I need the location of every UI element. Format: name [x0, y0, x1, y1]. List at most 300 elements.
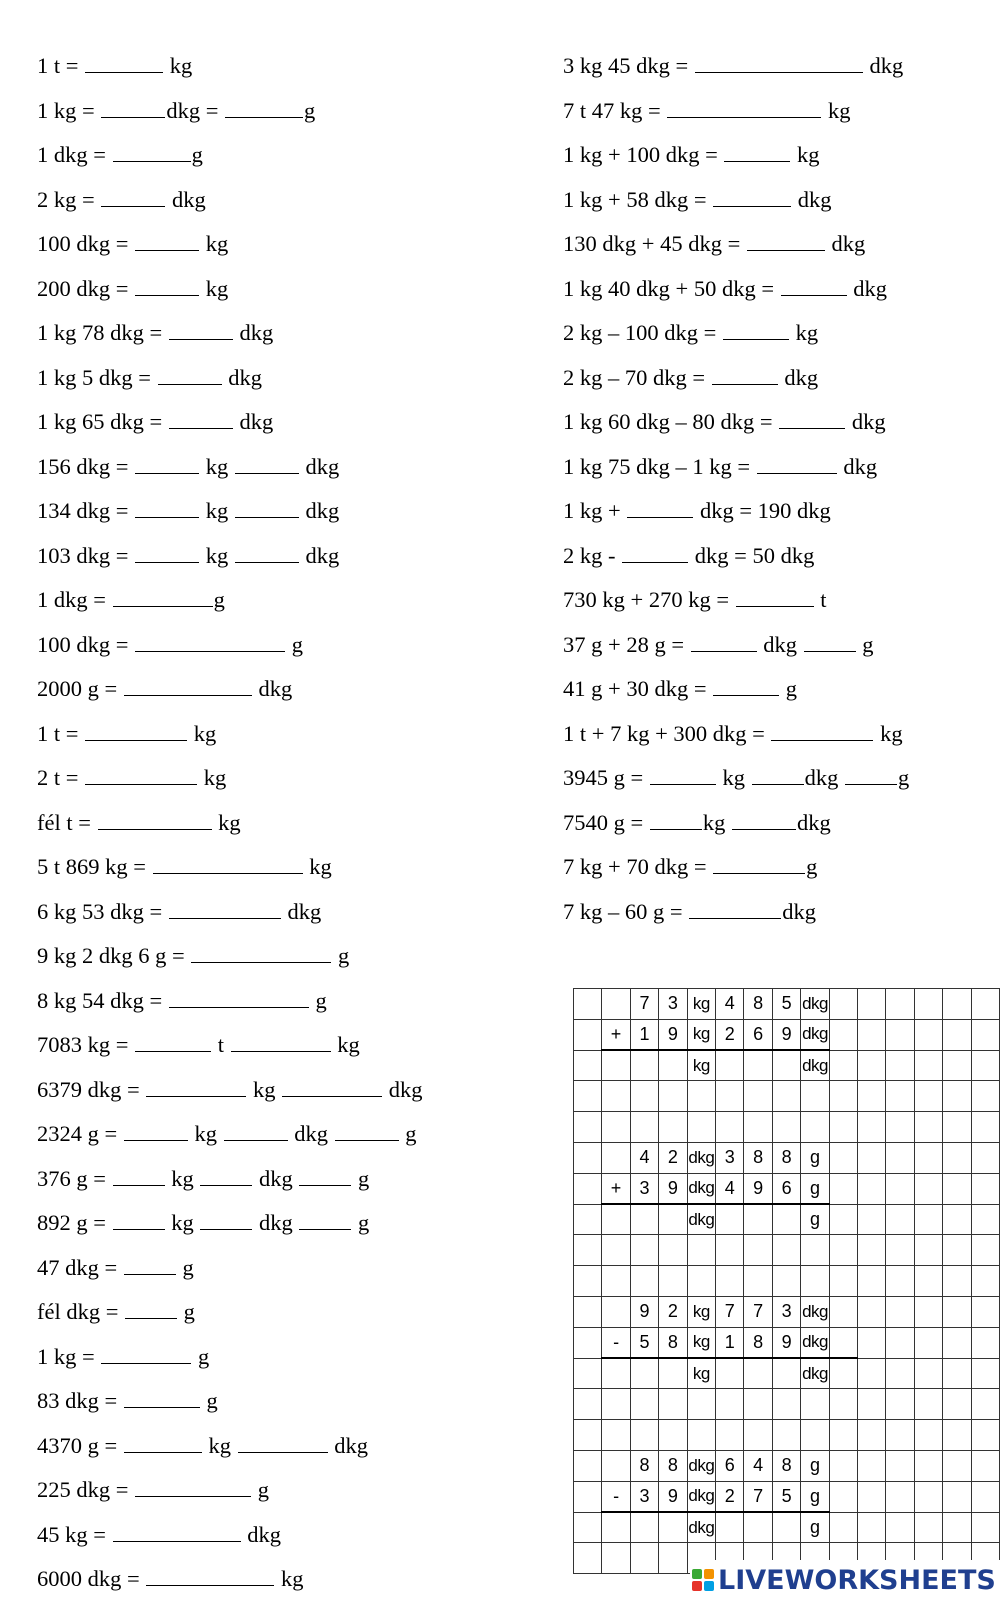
grid-cell[interactable] [574, 1327, 602, 1358]
grid-cell[interactable] [574, 1481, 602, 1512]
answer-blank-1[interactable] [747, 226, 825, 251]
grid-row [574, 1296, 1000, 1327]
answer-blank-3[interactable] [299, 1205, 351, 1230]
grid-cell[interactable] [602, 1358, 630, 1389]
grid-cell[interactable] [914, 1512, 942, 1543]
grid-cell[interactable] [858, 1050, 886, 1081]
grid-cell[interactable] [716, 1081, 744, 1112]
grid-cell[interactable] [943, 1512, 971, 1543]
grid-cell[interactable] [858, 1173, 886, 1204]
grid-cell[interactable] [716, 1420, 744, 1451]
grid-cell[interactable] [574, 989, 602, 1020]
grid-cell[interactable] [971, 1420, 999, 1451]
answer-blank-2[interactable] [235, 449, 299, 474]
grid-cell[interactable] [829, 989, 857, 1020]
grid-cell[interactable] [574, 1173, 602, 1204]
answer-blank-1[interactable] [757, 449, 837, 474]
grid-cell[interactable] [574, 1081, 602, 1112]
grid-cell[interactable] [602, 1050, 630, 1081]
grid-cell[interactable] [772, 1204, 800, 1235]
grid-cell[interactable] [801, 1112, 829, 1143]
grid-cell[interactable] [574, 1543, 602, 1574]
grid-cell[interactable] [630, 1112, 658, 1143]
grid-cell[interactable] [914, 1142, 942, 1173]
answer-blank-2[interactable] [732, 805, 796, 830]
grid-cell[interactable] [716, 1204, 744, 1235]
grid-cell[interactable] [574, 1204, 602, 1235]
answer-blank-1[interactable] [98, 805, 212, 830]
grid-cell[interactable] [971, 1173, 999, 1204]
grid-cell[interactable] [829, 1204, 857, 1235]
answer-blank-1[interactable] [650, 760, 716, 785]
grid-cell[interactable] [886, 1389, 914, 1420]
answer-blank-1[interactable] [713, 182, 791, 207]
answer-blank-1[interactable] [779, 404, 845, 429]
grid-cell[interactable] [829, 1112, 857, 1143]
answer-blank-1[interactable] [169, 315, 233, 340]
grid-cell[interactable] [801, 1389, 829, 1420]
grid-cell[interactable] [772, 1389, 800, 1420]
grid-cell[interactable] [716, 1235, 744, 1266]
grid-cell[interactable] [772, 1266, 800, 1297]
answer-blank-1[interactable] [101, 1339, 191, 1364]
grid-cell[interactable] [858, 1327, 886, 1358]
grid-cell[interactable] [971, 1235, 999, 1266]
grid-cell[interactable] [744, 1112, 772, 1143]
grid-cell[interactable] [943, 1481, 971, 1512]
grid-cell[interactable] [602, 1512, 630, 1543]
grid-cell: 3 [630, 1173, 658, 1204]
answer-blank-1[interactable] [135, 627, 285, 652]
grid-cell[interactable] [858, 989, 886, 1020]
grid-cell[interactable] [659, 1050, 687, 1081]
answer-blank-1[interactable] [85, 760, 197, 785]
grid-cell[interactable] [886, 1112, 914, 1143]
grid-cell[interactable] [829, 1173, 857, 1204]
grid-cell[interactable] [716, 1389, 744, 1420]
answer-blank-2[interactable] [804, 627, 856, 652]
grid-cell[interactable] [716, 1512, 744, 1543]
answer-blank-1[interactable] [627, 493, 693, 518]
answer-blank-2[interactable] [752, 760, 804, 785]
answer-blank-1[interactable] [771, 716, 873, 741]
grid-cell[interactable] [971, 1050, 999, 1081]
grid-cell[interactable] [858, 1204, 886, 1235]
grid-cell[interactable] [914, 989, 942, 1020]
left-exercise-21 [37, 934, 537, 979]
grid-cell[interactable] [971, 989, 999, 1020]
grid-cell[interactable] [772, 1050, 800, 1081]
grid-cell[interactable] [886, 1235, 914, 1266]
grid-cell[interactable] [914, 1327, 942, 1358]
grid-cell[interactable] [829, 1019, 857, 1050]
grid-cell[interactable] [602, 1142, 630, 1173]
grid-cell: 9 [659, 1481, 687, 1512]
grid-cell[interactable] [574, 1019, 602, 1050]
grid-row [574, 1389, 1000, 1420]
grid-cell[interactable] [687, 1420, 715, 1451]
grid-cell[interactable] [687, 1081, 715, 1112]
grid-cell[interactable] [858, 1235, 886, 1266]
grid-cell[interactable] [630, 1235, 658, 1266]
grid-cell[interactable] [630, 1050, 658, 1081]
grid-cell[interactable] [858, 1081, 886, 1112]
grid-cell[interactable] [602, 1543, 630, 1574]
grid-cell[interactable] [602, 1204, 630, 1235]
grid-cell[interactable] [914, 1481, 942, 1512]
answer-blank-1[interactable] [85, 48, 163, 73]
grid-cell[interactable] [886, 1481, 914, 1512]
grid-cell[interactable] [943, 1173, 971, 1204]
grid-cell[interactable] [971, 1358, 999, 1389]
grid-cell[interactable] [630, 1266, 658, 1297]
grid-cell[interactable] [659, 1266, 687, 1297]
answer-blank-1[interactable] [713, 671, 779, 696]
grid-cell[interactable] [943, 1050, 971, 1081]
grid-cell[interactable] [886, 1358, 914, 1389]
exercise-text: 130 dkg + 45 dkg = [563, 231, 746, 256]
answer-blank-1[interactable] [712, 360, 778, 385]
grid-cell[interactable] [971, 1512, 999, 1543]
grid-cell[interactable] [914, 1450, 942, 1481]
grid-cell[interactable] [886, 1327, 914, 1358]
grid-cell[interactable] [971, 1389, 999, 1420]
grid-cell[interactable] [971, 1450, 999, 1481]
grid-cell[interactable] [914, 1112, 942, 1143]
grid-cell[interactable] [659, 1543, 687, 1574]
grid-cell[interactable] [858, 1512, 886, 1543]
grid-cell[interactable] [858, 1450, 886, 1481]
answer-blank-2[interactable] [200, 1161, 252, 1186]
grid-cell[interactable] [687, 1389, 715, 1420]
grid-cell[interactable] [744, 1204, 772, 1235]
answer-blank-1[interactable] [691, 627, 757, 652]
grid-cell[interactable] [744, 1512, 772, 1543]
grid-cell[interactable] [574, 1142, 602, 1173]
grid-cell[interactable] [971, 1327, 999, 1358]
grid-cell: dkg [801, 1019, 829, 1050]
grid-cell[interactable] [914, 1081, 942, 1112]
grid-cell[interactable] [602, 1296, 630, 1327]
answer-blank-1[interactable] [689, 894, 781, 919]
answer-blank-1[interactable] [135, 226, 199, 251]
answer-blank-2[interactable] [224, 1116, 288, 1141]
grid-cell[interactable] [574, 1050, 602, 1081]
grid-cell[interactable] [659, 1420, 687, 1451]
grid-cell[interactable] [744, 1358, 772, 1389]
grid-cell[interactable] [574, 1235, 602, 1266]
grid-cell[interactable] [602, 1112, 630, 1143]
grid-cell[interactable] [914, 1389, 942, 1420]
grid-cell[interactable] [630, 1081, 658, 1112]
answer-blank-3[interactable] [845, 760, 897, 785]
grid-cell[interactable] [829, 1050, 857, 1081]
grid-cell[interactable] [914, 1235, 942, 1266]
grid-cell[interactable] [829, 1266, 857, 1297]
grid-cell[interactable] [943, 1358, 971, 1389]
grid-cell[interactable] [943, 1142, 971, 1173]
exercise-text: 6000 dkg = [37, 1566, 146, 1591]
grid-cell[interactable] [914, 1358, 942, 1389]
grid-cell[interactable] [602, 1450, 630, 1481]
grid-cell[interactable] [630, 1543, 658, 1574]
grid-cell[interactable] [858, 1389, 886, 1420]
grid-cell[interactable] [971, 1142, 999, 1173]
answer-blank-1[interactable] [713, 849, 805, 874]
grid-cell[interactable] [858, 1296, 886, 1327]
grid-cell[interactable] [829, 1081, 857, 1112]
grid-cell[interactable] [574, 1420, 602, 1451]
grid-cell[interactable] [659, 1389, 687, 1420]
answer-blank-1[interactable] [101, 182, 165, 207]
answer-blank-1[interactable] [153, 849, 303, 874]
answer-blank-1[interactable] [113, 1161, 165, 1186]
exercise-text: 225 dkg = [37, 1477, 135, 1502]
grid-cell[interactable] [943, 1081, 971, 1112]
grid-cell[interactable] [829, 1420, 857, 1451]
grid-cell[interactable] [914, 1019, 942, 1050]
grid-cell[interactable] [772, 1512, 800, 1543]
grid-cell[interactable] [943, 1296, 971, 1327]
grid-cell[interactable] [574, 1296, 602, 1327]
grid-cell[interactable] [716, 1050, 744, 1081]
grid-cell[interactable] [574, 1389, 602, 1420]
grid-cell[interactable] [630, 1358, 658, 1389]
grid-cell[interactable] [886, 1204, 914, 1235]
answer-blank-1[interactable] [135, 493, 199, 518]
grid-cell[interactable] [858, 1019, 886, 1050]
grid-cell[interactable] [943, 1389, 971, 1420]
grid-cell[interactable] [914, 1204, 942, 1235]
grid-cell[interactable] [772, 1358, 800, 1389]
grid-cell[interactable] [829, 1235, 857, 1266]
grid-cell[interactable] [659, 1235, 687, 1266]
grid-cell[interactable] [971, 1266, 999, 1297]
answer-blank-1[interactable] [169, 404, 233, 429]
grid-cell[interactable] [801, 1420, 829, 1451]
grid-cell[interactable] [772, 1235, 800, 1266]
answer-blank-2[interactable] [282, 1072, 382, 1097]
grid-cell[interactable] [971, 1112, 999, 1143]
grid-cell[interactable] [659, 1112, 687, 1143]
grid-cell[interactable] [659, 1204, 687, 1235]
grid-cell[interactable] [829, 1358, 857, 1389]
grid-cell[interactable] [943, 989, 971, 1020]
answer-blank-1[interactable] [125, 1294, 177, 1319]
exercise-text: 7083 kg = [37, 1032, 135, 1057]
grid-cell[interactable] [574, 1112, 602, 1143]
grid-cell: dkg [801, 1296, 829, 1327]
grid-cell[interactable] [829, 1450, 857, 1481]
grid-cell[interactable] [772, 1420, 800, 1451]
grid-cell[interactable] [659, 1081, 687, 1112]
grid-cell[interactable] [801, 1081, 829, 1112]
grid-cell[interactable] [886, 1512, 914, 1543]
grid-cell[interactable] [687, 1235, 715, 1266]
grid-cell[interactable] [630, 1512, 658, 1543]
answer-blank-1[interactable] [146, 1561, 274, 1586]
grid-cell[interactable] [829, 1389, 857, 1420]
grid-cell[interactable] [886, 1420, 914, 1451]
answer-blank-2[interactable] [235, 493, 299, 518]
answer-blank-2[interactable] [231, 1027, 331, 1052]
answer-blank-2[interactable] [238, 1428, 328, 1453]
grid-cell[interactable] [858, 1420, 886, 1451]
grid-cell[interactable] [858, 1481, 886, 1512]
grid-cell[interactable] [687, 1266, 715, 1297]
grid-cell[interactable] [943, 1266, 971, 1297]
grid-cell[interactable] [659, 1358, 687, 1389]
grid-cell[interactable] [602, 1235, 630, 1266]
grid-cell[interactable] [886, 989, 914, 1020]
grid-cell[interactable] [744, 1081, 772, 1112]
grid-cell[interactable] [886, 1173, 914, 1204]
grid-cell[interactable] [943, 1327, 971, 1358]
grid-cell[interactable] [659, 1512, 687, 1543]
grid-cell[interactable] [943, 1204, 971, 1235]
grid-cell[interactable] [801, 1235, 829, 1266]
grid-cell[interactable] [574, 1450, 602, 1481]
grid-cell[interactable] [744, 1235, 772, 1266]
exercise-text: dkg [288, 1121, 334, 1146]
grid-cell[interactable] [716, 1266, 744, 1297]
answer-blank-1[interactable] [101, 93, 165, 118]
answer-blank-3[interactable] [335, 1116, 399, 1141]
grid-cell[interactable] [971, 1019, 999, 1050]
answer-blank-1[interactable] [650, 805, 702, 830]
grid-cell[interactable] [829, 1296, 857, 1327]
grid-cell[interactable] [716, 1358, 744, 1389]
answer-blank-1[interactable] [113, 137, 191, 162]
grid-cell[interactable] [943, 1420, 971, 1451]
grid-cell[interactable] [858, 1266, 886, 1297]
answer-blank-1[interactable] [113, 1205, 165, 1230]
answer-blank-1[interactable] [736, 582, 814, 607]
grid-cell[interactable] [914, 1050, 942, 1081]
answer-blank-1[interactable] [135, 538, 199, 563]
answer-blank-1[interactable] [169, 894, 281, 919]
grid-cell[interactable] [943, 1235, 971, 1266]
grid-cell[interactable] [744, 1420, 772, 1451]
grid-cell[interactable] [858, 1142, 886, 1173]
grid-cell[interactable] [886, 1266, 914, 1297]
answer-blank-1[interactable] [124, 1428, 202, 1453]
exercise-text: 1 kg 40 dkg + 50 dkg = [563, 275, 780, 301]
grid-cell[interactable] [744, 1266, 772, 1297]
grid-cell[interactable] [602, 1081, 630, 1112]
answer-blank-1[interactable] [723, 315, 789, 340]
grid-cell[interactable] [858, 1112, 886, 1143]
exercise-text: kg [188, 720, 217, 746]
grid-cell[interactable] [687, 1112, 715, 1143]
grid-cell[interactable] [801, 1266, 829, 1297]
grid-row [574, 1019, 1000, 1050]
grid-cell[interactable] [744, 1389, 772, 1420]
grid-cell[interactable] [914, 1296, 942, 1327]
answer-blank-1[interactable] [124, 1116, 188, 1141]
grid-cell[interactable] [914, 1173, 942, 1204]
grid-cell[interactable] [602, 1266, 630, 1297]
grid-cell[interactable] [886, 1450, 914, 1481]
grid-cell[interactable] [602, 1420, 630, 1451]
grid-cell[interactable] [971, 1481, 999, 1512]
answer-blank-1[interactable] [113, 582, 213, 607]
grid-cell: dkg [801, 1358, 829, 1389]
grid-cell[interactable] [943, 1450, 971, 1481]
grid-cell[interactable] [914, 1266, 942, 1297]
grid-cell[interactable] [772, 1081, 800, 1112]
answer-blank-1[interactable] [124, 1383, 200, 1408]
answer-blank-1[interactable] [113, 1517, 241, 1542]
answer-blank-1[interactable] [781, 271, 847, 296]
answer-blank-1[interactable] [622, 538, 688, 563]
grid-cell[interactable] [971, 1081, 999, 1112]
grid-cell[interactable] [914, 1420, 942, 1451]
grid-cell[interactable] [829, 1512, 857, 1543]
answer-blank-1[interactable] [124, 671, 252, 696]
grid-cell[interactable] [943, 1019, 971, 1050]
grid-cell[interactable] [744, 1050, 772, 1081]
grid-cell[interactable] [602, 1389, 630, 1420]
exercise-text: 7 kg – 60 g = [563, 898, 689, 924]
answer-blank-1[interactable] [169, 983, 309, 1008]
answer-blank-2[interactable] [235, 538, 299, 563]
answer-blank-1[interactable] [135, 271, 199, 296]
answer-blank-1[interactable] [124, 1250, 176, 1275]
answer-blank-1[interactable] [158, 360, 222, 385]
grid-cell[interactable] [630, 1389, 658, 1420]
answer-blank-1[interactable] [135, 1472, 251, 1497]
answer-blank-1[interactable] [135, 1027, 211, 1052]
grid-cell[interactable] [829, 1481, 857, 1512]
grid-cell[interactable] [943, 1112, 971, 1143]
grid-cell[interactable] [630, 1204, 658, 1235]
grid-cell: 8 [744, 1327, 772, 1358]
grid-cell[interactable] [829, 1327, 857, 1358]
exercise-text: 83 dkg = [37, 1388, 123, 1413]
answer-blank-1[interactable] [695, 48, 863, 73]
grid-cell[interactable] [574, 1512, 602, 1543]
grid-cell[interactable] [574, 1358, 602, 1389]
grid-cell[interactable] [630, 1420, 658, 1451]
grid-cell: 2 [659, 1142, 687, 1173]
answer-blank-1[interactable] [85, 716, 187, 741]
grid-cell[interactable] [574, 1266, 602, 1297]
answer-blank-3[interactable] [299, 1161, 351, 1186]
grid-cell[interactable] [971, 1296, 999, 1327]
grid-cell[interactable] [858, 1358, 886, 1389]
answer-blank-1[interactable] [146, 1072, 246, 1097]
exercise-text: fél dkg = [37, 1299, 125, 1324]
grid-cell[interactable] [886, 1050, 914, 1081]
answer-blank-1[interactable] [667, 93, 821, 118]
answer-blank-1[interactable] [191, 938, 331, 963]
exercise-text: kg [200, 231, 229, 256]
answer-blank-1[interactable] [724, 137, 790, 162]
grid-cell[interactable] [886, 1019, 914, 1050]
grid-cell[interactable] [772, 1112, 800, 1143]
grid-cell[interactable] [886, 1081, 914, 1112]
answer-blank-2[interactable] [200, 1205, 252, 1230]
grid-cell[interactable] [971, 1204, 999, 1235]
answer-blank-1[interactable] [135, 449, 199, 474]
grid-cell[interactable] [829, 1142, 857, 1173]
grid-cell[interactable] [602, 989, 630, 1020]
grid-cell[interactable] [716, 1112, 744, 1143]
answer-blank-2[interactable] [225, 93, 303, 118]
grid-cell[interactable] [886, 1142, 914, 1173]
grid-cell[interactable] [886, 1296, 914, 1327]
